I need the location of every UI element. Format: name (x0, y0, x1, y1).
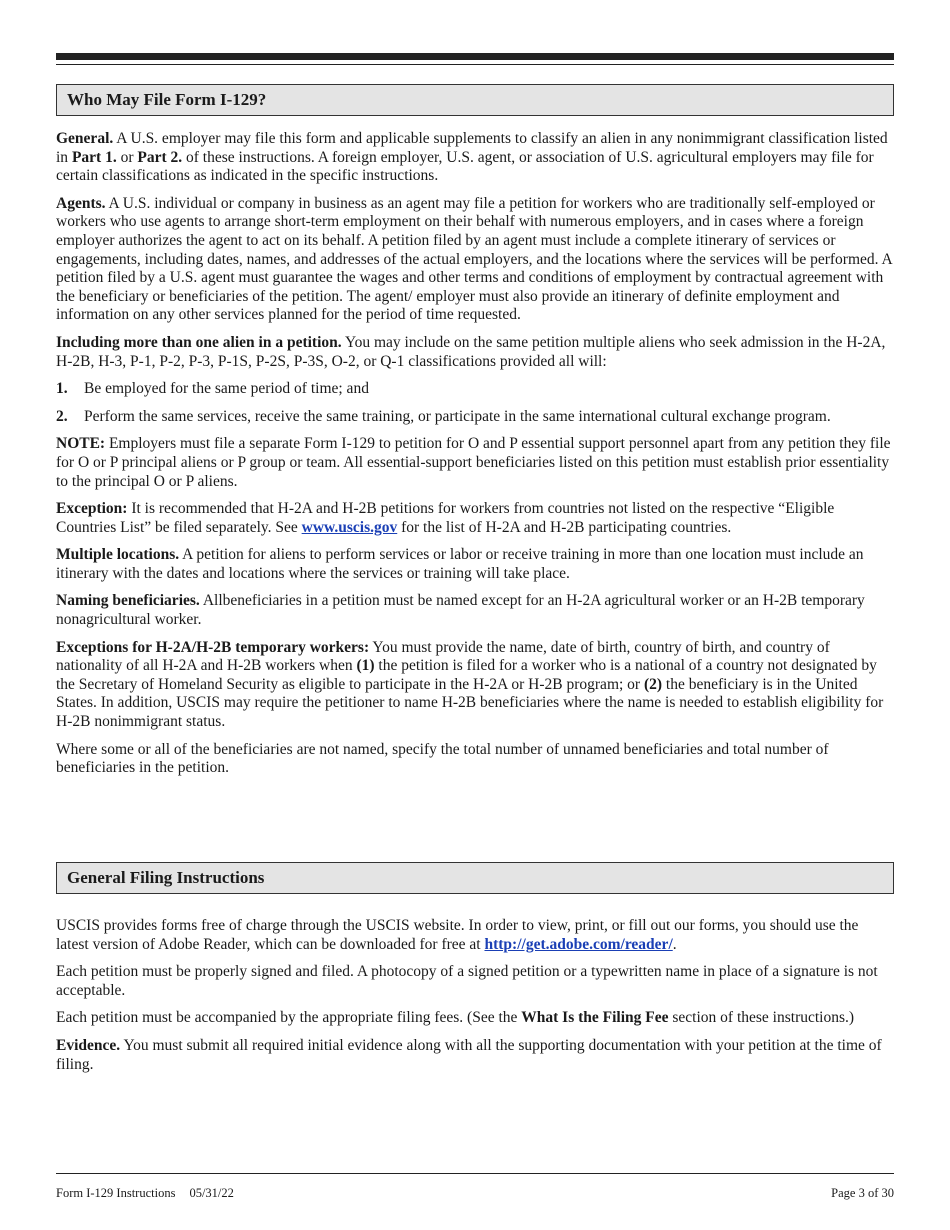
label-general: General. (56, 130, 114, 147)
footer-edition-date: 05/31/22 (189, 1186, 234, 1200)
footer-form-name: Form I-129 Instructions (56, 1186, 176, 1200)
paragraph-evidence: Evidence. You must submit all required initial evidence along with all the supporting documentation with your petition at the time of filing. (56, 1036, 882, 1073)
paragraph-signed: Each petition must be properly signed and filed. A photocopy of a signed petition or a typewritten name in place of a signature is not acceptable. (56, 963, 878, 999)
uscis-website-link[interactable]: www.uscis.gov (301, 518, 398, 536)
label-naming-beneficiaries: Naming beneficiaries. (56, 592, 200, 610)
section-header-general-filing (56, 862, 894, 894)
footer-rule (56, 1173, 894, 1174)
list-item (56, 380, 894, 399)
paragraph-agents: Agents. A U.S. individual or company in business as an agent may file a petition for workers who are traditionally self-employed or workers who use agents to arrange short-term employment on their behalf with numerous employers, and in cases where a foreign employer authorizes the agent to act on its behalf. A petition filed by an agent must include a complete itinerary of services or engagements, including dates, names, and addresses of the actual employers, and the locations where the services will be performed. A petition filed by a U.S. agent must guarantee the wages and other terms and conditions of employment by contractual agreement with the beneficiary or beneficiaries of the petition. The agent/ employer must also provide an itinerary of definite employment and information on any other services planned for the period of time requested. (56, 194, 892, 324)
paragraph-exceptions-h2: Exceptions for H-2A/H-2B temporary workers: You must provide the name, date of birth, country of birth, and country of nationality of all H-2A and H-2B workers when (1) the petition is filed for a worker who is a national of a country not designated by the Secretary of Homeland Security as eligible to participate in the H-2A or H-2B program; or (2) the beneficiary is in the United States. In addition, USCIS may require the petitioner to name H-2B beneficiaries where the name is needed to establish eligibility for H-2B nonimmigrant status. (56, 638, 884, 731)
label-exception: Exception: (56, 500, 128, 518)
list-number: 1. (56, 380, 68, 398)
paragraph-fees: Each petition must be accompanied by the appropriate filing fees. (See the What Is the Filing Fee section of these instructions.) (56, 1009, 855, 1027)
label-agents: Agents. (56, 194, 106, 212)
footer-form-info (56, 1186, 234, 1201)
label-note: NOTE: (56, 435, 106, 453)
list-text: Perform the same services, receive the same training, or participate in the same international cultural exchange program. (84, 407, 831, 425)
list-item (56, 408, 894, 427)
adobe-reader-link[interactable]: http://get.adobe.com/reader/ (484, 935, 673, 953)
section-title: Who May File Form I-129? (67, 90, 267, 109)
paragraph-naming-beneficiaries: Naming beneficiaries. Allbeneficiaries in a petition must be named except for an H-2A agricultural worker or an H-2B temporary nonagricultural worker. (56, 592, 865, 629)
label-exceptions-h2: Exceptions for H-2A/H-2B temporary workers: (56, 638, 370, 656)
top-rule-thin (56, 64, 894, 65)
label-multiple-aliens: Including more than one alien in a petition. (56, 333, 342, 351)
footer-page-number: Page 3 of 30 (831, 1186, 894, 1200)
paragraph-exception: Exception: It is recommended that H-2A and H-2B petitions for workers from countries not listed on the respective “Eligible Countries List” be filed separately. See www.uscis.gov for the list of H-2A and H-2B participating countries. (56, 500, 835, 536)
section-header-who-may-file (56, 84, 894, 116)
section-title: General Filing Instructions (67, 868, 265, 887)
top-rule (56, 53, 894, 60)
paragraph-multiple-locations: Multiple locations. A petition for aliens to perform services or labor or receive training in more than one location must include an itinerary with the dates and locations where the services or training will take place. (56, 546, 864, 582)
paragraph-general: General. A U.S. employer may file this form and applicable supplements to classify an alien in any nonimmigrant classification listed in Part 1. or Part 2. of these instructions. A foreign employer, U.S. agent, or association of U.S. agricultural employers may file for certain classifications as indicated in the specific instructions. (56, 130, 888, 185)
label-evidence: Evidence. (56, 1036, 121, 1054)
section-body-who-may-file (56, 130, 894, 787)
label-multiple-locations: Multiple locations. (56, 546, 180, 564)
list-number: 2. (56, 407, 68, 425)
paragraph-note: NOTE: Employers must file a separate Form I-129 to petition for O and P essential support personnel apart from any petition they file for O or P principal aliens or P group or team. All essential-support beneficiaries listed on this petition must establish prior essentiality to the principal O or P aliens. (56, 435, 891, 490)
paragraph-multiple-aliens: Including more than one alien in a petition. You may include on the same petition multiple aliens who seek admission in the H-2A, H-2B, H-3, P-1, P-2, P-3, P-1S, P-2S, P-3S, O-2, or Q-1 classifications provided all will: (56, 333, 886, 370)
section-body-general-filing (56, 917, 894, 1083)
paragraph-forms: USCIS provides forms free of charge through the USCIS website. In order to view, print, or fill out our forms, you should use the latest version of Adobe Reader, which can be downloaded for free at http://get.adobe.com/reader/. (56, 917, 859, 953)
paragraph-unnamed-beneficiaries: Where some or all of the beneficiaries are not named, specify the total number of unnamed beneficiaries and total number of beneficiaries in the petition. (56, 740, 829, 777)
list-text: Be employed for the same period of time; and (84, 380, 369, 398)
